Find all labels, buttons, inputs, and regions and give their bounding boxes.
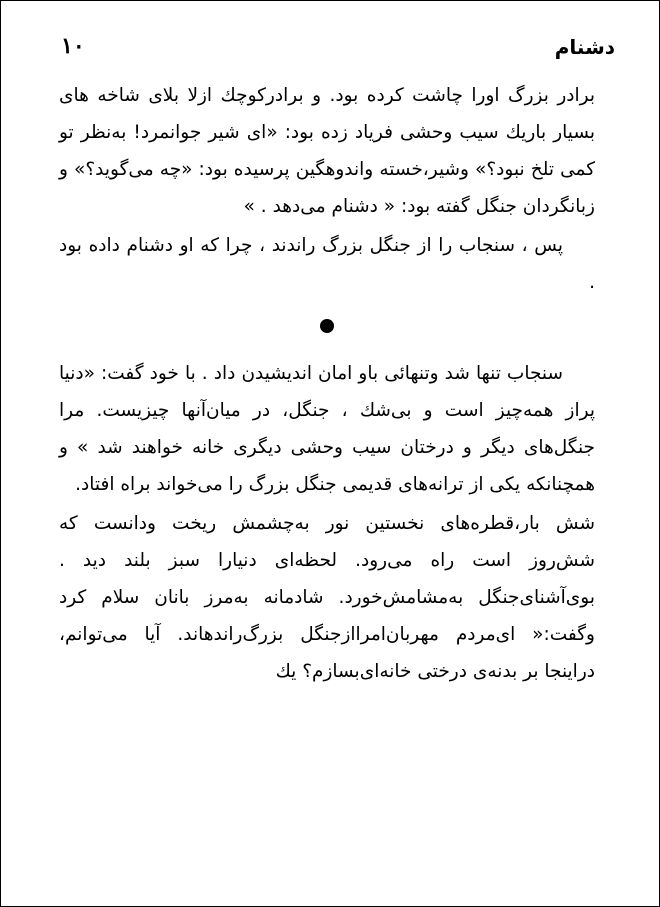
- running-title: دشنام: [554, 35, 615, 59]
- text-line: سنجاب تنها شد وتنهائی باو امان اندیشیدن داد . با: [184, 363, 563, 384]
- text-line: جوانمرد! به‌نظر تو کمی تلخ نبود؟» وشیر،خسته واندوهگین: [59, 122, 595, 180]
- text-line: آیا می‌توانم، دراینجا بر بدنه‌ی درختی خانه‌ای‌بسازم؟ یك: [59, 624, 595, 682]
- text-line: پرسیده بود: «چه می‌گوید؟» و زبانگردان جنگل گفته بود:: [59, 159, 595, 217]
- page-header: [41, 31, 615, 71]
- paragraph-3: [59, 355, 595, 503]
- text-line: « دشنام می‌دهد . »: [243, 196, 396, 217]
- text-line: بوی‌آشنای‌جنگل به‌مشامش‌خورد. شادمانه به‌مرز بانان سلام: [101, 587, 595, 608]
- text-line: که شش‌روز است راه می‌رود. لحظه‌ای دنیارا سبز بلند دید .: [59, 513, 595, 571]
- page-number: ۱۰: [61, 33, 85, 59]
- paragraph-2: [59, 227, 595, 301]
- text-line: شاخه های بسیار باریك سیب وحشی فریاد زده بود: «ای شیر: [59, 85, 595, 143]
- paragraph-1: [59, 77, 595, 225]
- paragraph-4: [59, 505, 595, 690]
- text-line: خود گفت: «دنیا پراز همه‌چیز است و بی‌شك ، جنگل، در: [59, 363, 595, 421]
- text-line: برادر بزرگ اورا چاشت کرده بود. و برادرکوچك ازلا بلای: [148, 85, 595, 106]
- text-line: که او دشنام داده بود .: [59, 235, 595, 293]
- body-text: [59, 77, 595, 690]
- text-line: شش بار،قطره‌های نخستین نور به‌چشمش ریخت ودانست: [93, 513, 595, 534]
- text-line: میان‌آنها چیزیست. مرا جنگل‌های دیگر و درختان سیب: [59, 400, 595, 458]
- section-ornament-dot: [320, 319, 334, 333]
- text-line: پس ، سنجاب را از جنگل بزرگ راندند ، چرا: [225, 235, 563, 256]
- text-line: ترانه‌های قدیمی جنگل بزرگ را می‌خواند براه افتاد.: [75, 474, 464, 495]
- text-line: کرد وگفت:« ای‌مردم مهربان‌امراازجنگل بزرگ‌راندهاند.: [59, 587, 595, 645]
- text-line: وحشی دیگری خانه خواهند شد » و همچنانکه یکی از: [59, 437, 595, 495]
